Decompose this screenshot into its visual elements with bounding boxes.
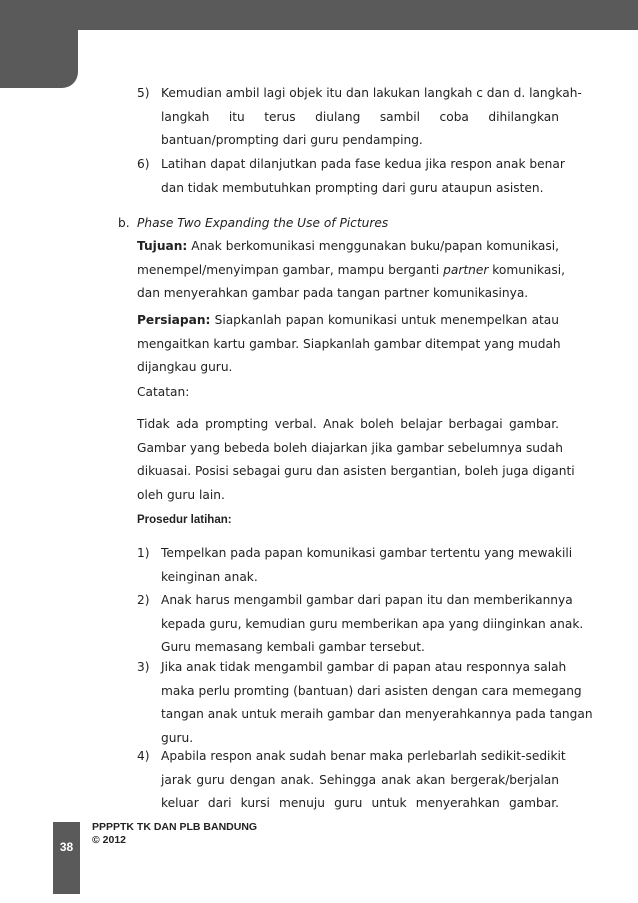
list-number: 6) — [137, 157, 150, 171]
page-number: 38 — [59, 840, 74, 854]
text-line: Latihan dapat dilanjutkan pada fase kedua jika respon anak benar — [161, 157, 565, 171]
text-line: menempel/menyimpan gambar, mampu berganti — [137, 262, 444, 277]
catatan-label: Catatan: — [137, 385, 190, 399]
list-number: 2) — [137, 593, 150, 607]
list-number: 4) — [137, 749, 150, 763]
text-line: dan menyerahkan gambar pada tangan partner komunikasinya. — [137, 286, 529, 301]
prosedur-heading: Prosedur latihan: — [137, 514, 232, 526]
text-line: Anak berkomunikasi menggunakan buku/papan komunikasi, — [191, 239, 560, 253]
list-item-text — [161, 82, 582, 153]
list-item-text — [161, 745, 566, 816]
footer-copyright: © 2012 — [92, 834, 127, 846]
text-line: Gambar yang bebeda boleh diajarkan jika gambar sebelumnya sudah — [137, 440, 563, 455]
text-line: jarak guru dengan anak. Sehingga anak akan bergerak/berjalan — [161, 772, 559, 787]
text-line: Jika anak tidak mengambil gambar di papan atau responnya salah — [161, 660, 567, 674]
text-line: keluar dari kursi menuju guru untuk menyerahkan gambar. — [161, 796, 559, 811]
text-line: Siapkanlah papan komunikasi untuk menempelkan atau — [214, 313, 560, 327]
text-line: Kemudian ambil lagi objek itu dan lakukan langkah c dan d. langkah- — [161, 86, 582, 100]
persiapan-paragraph — [137, 309, 559, 380]
list-number: 1) — [137, 546, 150, 560]
text-line: maka perlu promting (bantuan) dari asisten dengan cara memegang — [161, 683, 582, 698]
text-line: dan tidak membutuhkan prompting dari guru ataupun asisten. — [161, 180, 544, 195]
section-label: b. — [118, 216, 130, 230]
text-line: oleh guru lain. — [137, 487, 225, 502]
text-line: Tidak ada prompting verbal. Anak boleh belajar berbagai gambar. — [137, 417, 559, 431]
tujuan-label: Tujuan: — [137, 239, 188, 253]
text-line: kepada guru, kemudian guru memberikan apa yang diinginkan anak. — [161, 616, 584, 631]
text-line: bantuan/prompting dari guru pendamping. — [161, 133, 423, 148]
italic-word: partner — [443, 262, 489, 277]
text-line: komunikasi, — [488, 262, 565, 277]
text-line: Anak harus mengambil gambar dari papan itu dan memberikannya — [161, 593, 573, 607]
section-title: Phase Two Expanding the Use of Pictures — [137, 216, 389, 230]
text-line: Guru memasang kembali gambar tersebut. — [161, 640, 425, 655]
text-line: mengaitkan kartu gambar. Siapkanlah gambar ditempat yang mudah — [137, 336, 561, 351]
list-item-text — [161, 542, 573, 589]
text-line: keinginan anak. — [161, 569, 258, 584]
text-line: Apabila respon anak sudah benar maka perlebarlah sedikit-sedikit — [161, 749, 566, 763]
page-number-box — [53, 822, 80, 894]
corner-tab — [0, 0, 78, 88]
list-item-text — [161, 656, 593, 750]
text-line: langkah itu terus diulang sambil coba dihilangkan — [161, 109, 559, 124]
tujuan-paragraph — [137, 235, 565, 306]
catatan-paragraph — [137, 413, 575, 507]
header-bar — [0, 0, 638, 30]
list-number: 5) — [137, 86, 150, 100]
persiapan-label: Persiapan: — [137, 313, 211, 327]
list-item-text — [161, 153, 565, 200]
text-line: tangan anak untuk meraih gambar dan menyerahkannya pada tangan — [161, 707, 593, 722]
text-line: dikuasai. Posisi sebagai guru dan asisten bergantian, boleh juga diganti — [137, 464, 575, 479]
text-line: guru. — [161, 730, 194, 745]
footer-publisher: PPPPTK TK DAN PLB BANDUNG — [92, 821, 258, 833]
text-line: dijangkau guru. — [137, 360, 233, 375]
text-line: Tempelkan pada papan komunikasi gambar tertentu yang mewakili — [161, 546, 573, 560]
list-item-text — [161, 589, 584, 660]
footer — [92, 821, 257, 847]
list-number: 3) — [137, 660, 150, 674]
